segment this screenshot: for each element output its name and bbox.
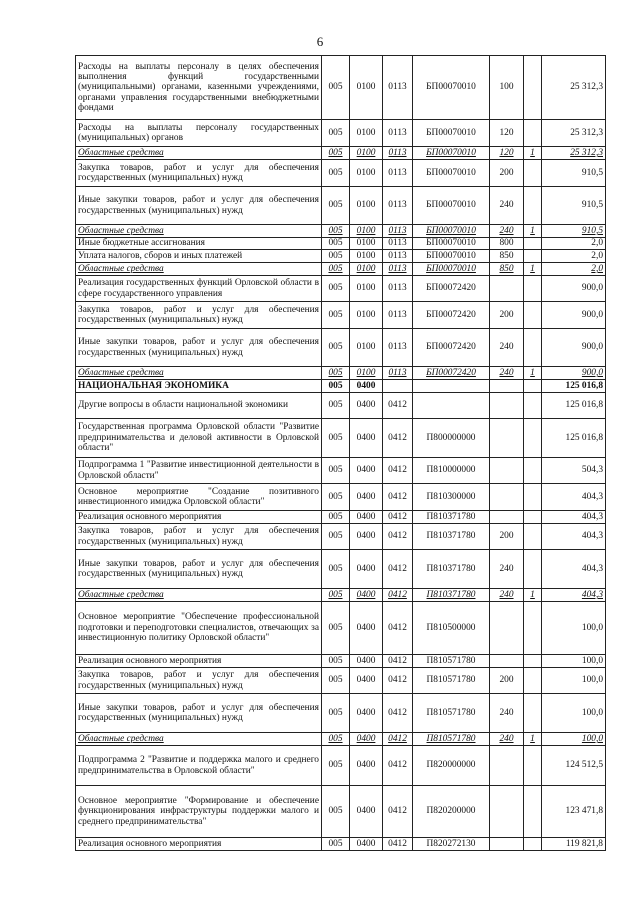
amount-cell: 2,0	[542, 250, 606, 263]
fund-source-cell: 1	[524, 733, 542, 746]
table-row	[76, 238, 606, 250]
fund-source-cell	[524, 393, 542, 419]
table-row	[76, 329, 606, 367]
subsection-code-cell: 0113	[383, 120, 413, 147]
expense-type-cell	[490, 419, 524, 458]
department-code-cell: 005	[322, 238, 350, 250]
fund-source-cell: 1	[524, 589, 542, 602]
section-code-cell: 0400	[350, 550, 383, 589]
amount-cell: 25 312,3	[542, 120, 606, 147]
expense-type-cell	[490, 602, 524, 655]
target-article-cell: П810571780	[413, 694, 490, 733]
row-name-cell: Подпрограмма 1 "Развитие инвестиционной деятельности в Орловской области"	[76, 458, 322, 484]
row-name-cell: Реализация основного мероприятия	[76, 655, 322, 668]
amount-cell: 404,3	[542, 589, 606, 602]
row-name-cell: Закупка товаров, работ и услуг для обеспечения государственных (муниципальных) нужд	[76, 302, 322, 329]
fund-source-cell	[524, 838, 542, 851]
amount-cell: 910,5	[542, 160, 606, 187]
expense-type-cell: 200	[490, 302, 524, 329]
department-code-cell: 005	[322, 746, 350, 786]
amount-cell: 25 312,3	[542, 147, 606, 160]
row-name-cell: Областные средства	[76, 589, 322, 602]
section-code-cell: 0400	[350, 602, 383, 655]
expense-type-cell	[490, 393, 524, 419]
expense-type-cell	[490, 838, 524, 851]
table-row	[76, 484, 606, 511]
expense-type-cell	[490, 276, 524, 302]
fund-source-cell	[524, 511, 542, 524]
row-name-cell: Реализация государственных функций Орловской области в сфере государственного управления	[76, 276, 322, 302]
section-code-cell: 0100	[350, 225, 383, 238]
department-code-cell: 005	[322, 786, 350, 838]
expense-type-cell: 120	[490, 120, 524, 147]
amount-cell: 900,0	[542, 329, 606, 367]
fund-source-cell	[524, 419, 542, 458]
expense-type-cell: 240	[490, 550, 524, 589]
department-code-cell: 005	[322, 225, 350, 238]
subsection-code-cell: 0412	[383, 419, 413, 458]
amount-cell: 125 016,8	[542, 393, 606, 419]
expense-type-cell	[490, 380, 524, 393]
section-code-cell: 0100	[350, 367, 383, 380]
expense-type-cell	[490, 511, 524, 524]
table-row	[76, 225, 606, 238]
target-article-cell: П810371780	[413, 511, 490, 524]
table-row	[76, 694, 606, 733]
fund-source-cell	[524, 238, 542, 250]
fund-source-cell	[524, 746, 542, 786]
fund-source-cell	[524, 602, 542, 655]
target-article-cell: П810500000	[413, 602, 490, 655]
row-name-cell: Закупка товаров, работ и услуг для обеспечения государственных (муниципальных) нужд	[76, 524, 322, 550]
department-code-cell: 005	[322, 524, 350, 550]
department-code-cell: 005	[322, 250, 350, 263]
fund-source-cell	[524, 187, 542, 225]
row-name-cell: Уплата налогов, сборов и иных платежей	[76, 250, 322, 263]
expense-type-cell	[490, 458, 524, 484]
department-code-cell: 005	[322, 187, 350, 225]
table-row	[76, 511, 606, 524]
table-row	[76, 838, 606, 851]
section-code-cell: 0400	[350, 589, 383, 602]
expense-type-cell: 240	[490, 694, 524, 733]
amount-cell: 404,3	[542, 550, 606, 589]
table-row	[76, 302, 606, 329]
target-article-cell: БП00070010	[413, 225, 490, 238]
department-code-cell: 005	[322, 550, 350, 589]
section-code-cell: 0100	[350, 238, 383, 250]
expense-type-cell: 240	[490, 329, 524, 367]
target-article-cell: П810371780	[413, 550, 490, 589]
department-code-cell: 005	[322, 655, 350, 668]
row-name-cell: Иные закупки товаров, работ и услуг для обеспечения государственных (муниципальных) нужд	[76, 187, 322, 225]
department-code-cell: 005	[322, 380, 350, 393]
fund-source-cell	[524, 694, 542, 733]
department-code-cell: 005	[322, 419, 350, 458]
table-row	[76, 524, 606, 550]
row-name-cell: Областные средства	[76, 225, 322, 238]
target-article-cell: П810000000	[413, 458, 490, 484]
section-code-cell: 0400	[350, 668, 383, 694]
section-code-cell: 0400	[350, 458, 383, 484]
expense-type-cell: 200	[490, 524, 524, 550]
section-code-cell: 0100	[350, 187, 383, 225]
fund-source-cell	[524, 655, 542, 668]
amount-cell: 2,0	[542, 263, 606, 276]
subsection-code-cell: 0113	[383, 276, 413, 302]
subsection-code-cell: 0113	[383, 56, 413, 120]
department-code-cell: 005	[322, 589, 350, 602]
section-code-cell: 0100	[350, 160, 383, 187]
page-number: 6	[316, 34, 324, 49]
fund-source-cell	[524, 302, 542, 329]
target-article-cell	[413, 380, 490, 393]
subsection-code-cell: 0412	[383, 484, 413, 511]
target-article-cell: БП00070010	[413, 147, 490, 160]
table-row	[76, 187, 606, 225]
amount-cell: 900,0	[542, 302, 606, 329]
target-article-cell: П820200000	[413, 786, 490, 838]
table-row	[76, 550, 606, 589]
row-name-cell: Иные бюджетные ассигнования	[76, 238, 322, 250]
table-row	[76, 56, 606, 120]
fund-source-cell: 1	[524, 263, 542, 276]
target-article-cell: БП00070010	[413, 238, 490, 250]
subsection-code-cell: 0113	[383, 225, 413, 238]
row-name-cell: Областные средства	[76, 733, 322, 746]
fund-source-cell	[524, 160, 542, 187]
amount-cell: 404,3	[542, 524, 606, 550]
section-code-cell: 0400	[350, 524, 383, 550]
target-article-cell: БП00072420	[413, 329, 490, 367]
expense-type-cell: 240	[490, 367, 524, 380]
subsection-code-cell: 0113	[383, 238, 413, 250]
fund-source-cell	[524, 329, 542, 367]
department-code-cell: 005	[322, 458, 350, 484]
subsection-code-cell: 0412	[383, 511, 413, 524]
table-row	[76, 589, 606, 602]
table-row	[76, 250, 606, 263]
row-name-cell: Областные средства	[76, 367, 322, 380]
row-name-cell: Областные средства	[76, 147, 322, 160]
subsection-code-cell: 0412	[383, 655, 413, 668]
target-article-cell: БП00070010	[413, 250, 490, 263]
amount-cell: 125 016,8	[542, 380, 606, 393]
subsection-code-cell	[383, 380, 413, 393]
fund-source-cell	[524, 380, 542, 393]
subsection-code-cell: 0412	[383, 838, 413, 851]
subsection-code-cell: 0412	[383, 602, 413, 655]
subsection-code-cell: 0412	[383, 524, 413, 550]
row-name-cell: Иные закупки товаров, работ и услуг для обеспечения государственных (муниципальных) нужд	[76, 694, 322, 733]
fund-source-cell	[524, 276, 542, 302]
department-code-cell: 005	[322, 367, 350, 380]
row-name-cell: Расходы на выплаты персоналу в целях обеспечения выполнения функций государственными (муниципальными) органами, казенными учреждениями, органами управления государственными внебюджетными фондами	[76, 56, 322, 120]
row-name-cell: НАЦИОНАЛЬНАЯ ЭКОНОМИКА	[76, 380, 322, 393]
amount-cell: 404,3	[542, 511, 606, 524]
subsection-code-cell: 0113	[383, 367, 413, 380]
amount-cell: 2,0	[542, 238, 606, 250]
target-article-cell: П810371780	[413, 524, 490, 550]
target-article-cell: П810371780	[413, 589, 490, 602]
target-article-cell: БП00072420	[413, 302, 490, 329]
section-code-cell: 0100	[350, 120, 383, 147]
amount-cell: 100,0	[542, 733, 606, 746]
department-code-cell: 005	[322, 302, 350, 329]
amount-cell: 100,0	[542, 655, 606, 668]
amount-cell: 910,5	[542, 225, 606, 238]
target-article-cell: П810571780	[413, 668, 490, 694]
subsection-code-cell: 0412	[383, 694, 413, 733]
target-article-cell: БП00070010	[413, 56, 490, 120]
subsection-code-cell: 0412	[383, 550, 413, 589]
table-row	[76, 380, 606, 393]
fund-source-cell	[524, 524, 542, 550]
row-name-cell: Основное мероприятие "Создание позитивного инвестиционного имиджа Орловской области"	[76, 484, 322, 511]
table-row	[76, 120, 606, 147]
expense-type-cell: 240	[490, 225, 524, 238]
subsection-code-cell: 0113	[383, 329, 413, 367]
expense-type-cell: 240	[490, 733, 524, 746]
expense-type-cell: 120	[490, 147, 524, 160]
row-name-cell: Основное мероприятие "Формирование и обеспечение функционирования инфраструктуры поддержки малого и среднего предпринимательства"	[76, 786, 322, 838]
row-name-cell: Закупка товаров, работ и услуг для обеспечения государственных (муниципальных) нужд	[76, 160, 322, 187]
amount-cell: 900,0	[542, 367, 606, 380]
section-code-cell: 0400	[350, 733, 383, 746]
expense-type-cell: 100	[490, 56, 524, 120]
table-row	[76, 602, 606, 655]
department-code-cell: 005	[322, 147, 350, 160]
subsection-code-cell: 0412	[383, 393, 413, 419]
department-code-cell: 005	[322, 393, 350, 419]
target-article-cell: П810571780	[413, 655, 490, 668]
fund-source-cell	[524, 250, 542, 263]
subsection-code-cell: 0113	[383, 263, 413, 276]
row-name-cell: Государственная программа Орловской области "Развитие предпринимательства и деловой активности в Орловской области"	[76, 419, 322, 458]
table-row	[76, 655, 606, 668]
subsection-code-cell: 0412	[383, 589, 413, 602]
target-article-cell: П810300000	[413, 484, 490, 511]
expense-type-cell	[490, 786, 524, 838]
target-article-cell: БП00070010	[413, 120, 490, 147]
subsection-code-cell: 0113	[383, 302, 413, 329]
expense-type-cell: 240	[490, 187, 524, 225]
amount-cell: 124 512,5	[542, 746, 606, 786]
subsection-code-cell: 0412	[383, 733, 413, 746]
section-code-cell: 0100	[350, 263, 383, 276]
expense-type-cell: 800	[490, 238, 524, 250]
section-code-cell: 0100	[350, 250, 383, 263]
fund-source-cell: 1	[524, 147, 542, 160]
section-code-cell: 0100	[350, 329, 383, 367]
table-row	[76, 746, 606, 786]
expense-type-cell: 200	[490, 668, 524, 694]
target-article-cell: БП00072420	[413, 276, 490, 302]
department-code-cell: 005	[322, 511, 350, 524]
department-code-cell: 005	[322, 120, 350, 147]
subsection-code-cell: 0412	[383, 458, 413, 484]
section-code-cell: 0400	[350, 419, 383, 458]
amount-cell: 125 016,8	[542, 419, 606, 458]
amount-cell: 910,5	[542, 187, 606, 225]
department-code-cell: 005	[322, 160, 350, 187]
table-row	[76, 733, 606, 746]
row-name-cell: Реализация основного мероприятия	[76, 838, 322, 851]
department-code-cell: 005	[322, 602, 350, 655]
amount-cell: 25 312,3	[542, 56, 606, 120]
department-code-cell: 005	[322, 733, 350, 746]
section-code-cell: 0400	[350, 393, 383, 419]
expense-type-cell: 850	[490, 263, 524, 276]
table-row	[76, 147, 606, 160]
row-name-cell: Другие вопросы в области национальной экономики	[76, 393, 322, 419]
fund-source-cell: 1	[524, 225, 542, 238]
section-code-cell: 0400	[350, 694, 383, 733]
amount-cell: 504,3	[542, 458, 606, 484]
table-row	[76, 160, 606, 187]
amount-cell: 100,0	[542, 668, 606, 694]
fund-source-cell	[524, 484, 542, 511]
target-article-cell: П820272130	[413, 838, 490, 851]
amount-cell: 404,3	[542, 484, 606, 511]
table-row	[76, 668, 606, 694]
section-code-cell: 0400	[350, 838, 383, 851]
expense-type-cell: 200	[490, 160, 524, 187]
target-article-cell: БП00070010	[413, 187, 490, 225]
target-article-cell: БП00070010	[413, 263, 490, 276]
department-code-cell: 005	[322, 329, 350, 367]
amount-cell: 119 821,8	[542, 838, 606, 851]
amount-cell: 123 471,8	[542, 786, 606, 838]
subsection-code-cell: 0113	[383, 187, 413, 225]
expense-type-cell: 240	[490, 589, 524, 602]
expense-type-cell	[490, 746, 524, 786]
subsection-code-cell: 0113	[383, 160, 413, 187]
section-code-cell: 0100	[350, 56, 383, 120]
row-name-cell: Расходы на выплаты персоналу государственных (муниципальных) органов	[76, 120, 322, 147]
department-code-cell: 005	[322, 56, 350, 120]
fund-source-cell	[524, 668, 542, 694]
row-name-cell: Иные закупки товаров, работ и услуг для обеспечения государственных (муниципальных) нужд	[76, 329, 322, 367]
section-code-cell: 0100	[350, 302, 383, 329]
row-name-cell: Закупка товаров, работ и услуг для обеспечения государственных (муниципальных) нужд	[76, 668, 322, 694]
subsection-code-cell: 0412	[383, 746, 413, 786]
row-name-cell: Иные закупки товаров, работ и услуг для обеспечения государственных (муниципальных) нужд	[76, 550, 322, 589]
expense-type-cell: 850	[490, 250, 524, 263]
subsection-code-cell: 0412	[383, 668, 413, 694]
budget-table	[75, 55, 606, 851]
section-code-cell: 0400	[350, 746, 383, 786]
fund-source-cell	[524, 786, 542, 838]
table-row	[76, 419, 606, 458]
target-article-cell: БП00070010	[413, 160, 490, 187]
section-code-cell: 0400	[350, 655, 383, 668]
department-code-cell: 005	[322, 694, 350, 733]
target-article-cell	[413, 393, 490, 419]
expense-type-cell	[490, 484, 524, 511]
target-article-cell: БП00072420	[413, 367, 490, 380]
expense-type-cell	[490, 655, 524, 668]
target-article-cell: П820000000	[413, 746, 490, 786]
table-row	[76, 367, 606, 380]
subsection-code-cell: 0412	[383, 786, 413, 838]
amount-cell: 900,0	[542, 276, 606, 302]
target-article-cell: П810571780	[413, 733, 490, 746]
table-row	[76, 276, 606, 302]
table-row	[76, 263, 606, 276]
subsection-code-cell: 0113	[383, 250, 413, 263]
amount-cell: 100,0	[542, 694, 606, 733]
fund-source-cell	[524, 120, 542, 147]
table-row	[76, 393, 606, 419]
section-code-cell: 0100	[350, 276, 383, 302]
department-code-cell: 005	[322, 484, 350, 511]
amount-cell: 100,0	[542, 602, 606, 655]
section-code-cell: 0400	[350, 380, 383, 393]
row-name-cell: Основное мероприятие "Обеспечение профессиональной подготовки и переподготовки специалистов, отвечающих за инвестиционную политику Орловской области"	[76, 602, 322, 655]
row-name-cell: Областные средства	[76, 263, 322, 276]
row-name-cell: Подпрограмма 2 "Развитие и поддержка малого и среднего предпринимательства в Орловской области"	[76, 746, 322, 786]
section-code-cell: 0100	[350, 147, 383, 160]
row-name-cell: Реализация основного мероприятия	[76, 511, 322, 524]
table-row	[76, 786, 606, 838]
department-code-cell: 005	[322, 668, 350, 694]
subsection-code-cell: 0113	[383, 147, 413, 160]
section-code-cell: 0400	[350, 484, 383, 511]
table-row	[76, 458, 606, 484]
section-code-cell: 0400	[350, 786, 383, 838]
section-code-cell: 0400	[350, 511, 383, 524]
fund-source-cell	[524, 550, 542, 589]
target-article-cell: П800000000	[413, 419, 490, 458]
department-code-cell: 005	[322, 276, 350, 302]
department-code-cell: 005	[322, 838, 350, 851]
fund-source-cell	[524, 56, 542, 120]
department-code-cell: 005	[322, 263, 350, 276]
fund-source-cell: 1	[524, 367, 542, 380]
fund-source-cell	[524, 458, 542, 484]
